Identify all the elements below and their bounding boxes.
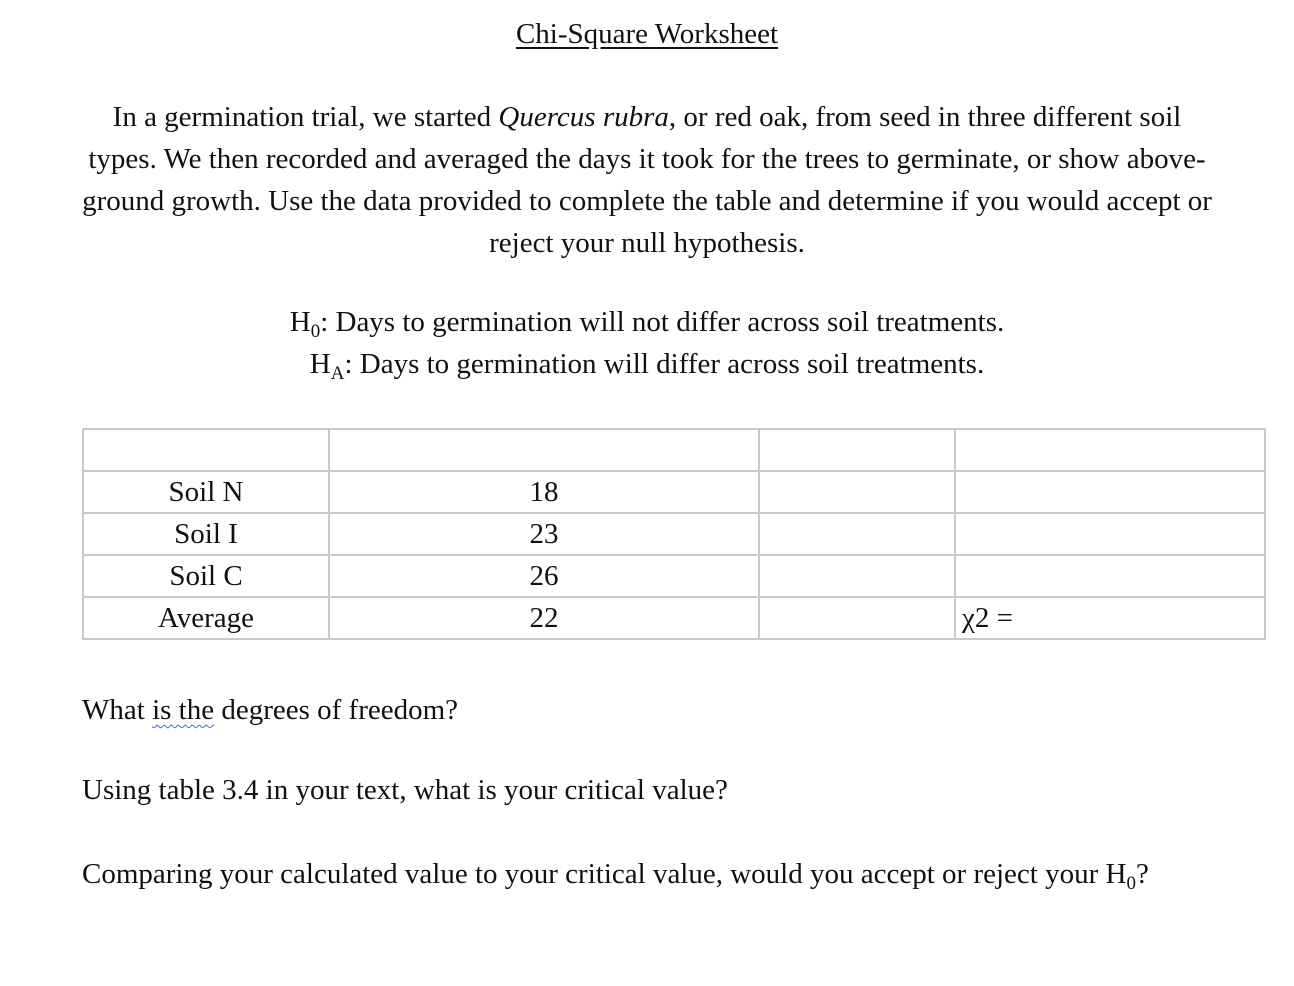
- question-2-text: Using table 3.4 in your text, what is your critical value?: [82, 774, 728, 806]
- table-cell[interactable]: Soil C: [83, 555, 329, 597]
- table-cell[interactable]: [759, 471, 955, 513]
- null-hypothesis-subscript: 0: [310, 321, 321, 342]
- table-cell[interactable]: Soil N: [83, 471, 329, 513]
- table-cell[interactable]: [329, 429, 759, 471]
- table-cell[interactable]: 18: [329, 471, 759, 513]
- table-cell[interactable]: Soil I: [83, 513, 329, 555]
- table-cell[interactable]: [759, 513, 955, 555]
- table-cell[interactable]: [759, 429, 955, 471]
- table-row: [83, 597, 1265, 639]
- worksheet-title: [0, 16, 1294, 52]
- table-cell[interactable]: [759, 597, 955, 639]
- worksheet-title-text: Chi-Square Worksheet: [515, 18, 779, 50]
- question-3-symbol: H: [1105, 858, 1127, 890]
- chi-square-cell[interactable]: χ2 =: [955, 597, 1265, 639]
- question-3-text: Comparing your calculated value to your critical value, would you accept or reject your: [82, 858, 1106, 890]
- intro-text-before: In a germination trial, we started: [112, 101, 499, 133]
- table-cell[interactable]: [83, 429, 329, 471]
- table-cell[interactable]: [759, 555, 955, 597]
- alt-hypothesis-text: : Days to germination will differ across soil treatments.: [344, 348, 985, 380]
- table-cell[interactable]: [955, 429, 1265, 471]
- question-accept-reject: [82, 854, 1212, 894]
- question-3-subscript: 0: [1126, 873, 1136, 894]
- table-row: [83, 513, 1265, 555]
- intro-text-after: , or red oak, from seed in three different soil types. We then recorded and averaged the days it took for the trees to germinate, or show above-ground growth. Use the data provided to complete the table and determine if you would accept or reject your null hypothesis.: [82, 101, 1212, 259]
- table-cell[interactable]: [955, 555, 1265, 597]
- question-1-pre: What: [82, 694, 153, 726]
- question-3-end: ?: [1135, 858, 1149, 890]
- question-1-post: degrees of freedom?: [214, 694, 459, 726]
- table-cell[interactable]: 22: [329, 597, 759, 639]
- alt-hypothesis-symbol: H: [309, 348, 331, 380]
- null-hypothesis-text: : Days to germination will not differ across soil treatments.: [320, 306, 1005, 338]
- table-cell[interactable]: 26: [329, 555, 759, 597]
- table-cell[interactable]: 23: [329, 513, 759, 555]
- table-cell[interactable]: [955, 471, 1265, 513]
- intro-paragraph: [80, 96, 1214, 264]
- table-row: [83, 471, 1265, 513]
- grammar-flagged-text[interactable]: is the: [152, 694, 215, 726]
- germination-table: [82, 428, 1266, 640]
- table-header-row: [83, 429, 1265, 471]
- table-cell[interactable]: [955, 513, 1265, 555]
- alt-hypothesis-subscript: A: [330, 363, 345, 384]
- null-hypothesis-symbol: H: [289, 306, 311, 338]
- table-cell[interactable]: Average: [83, 597, 329, 639]
- species-name: Quercus rubra: [498, 101, 669, 133]
- table-row: [83, 555, 1265, 597]
- question-degrees-of-freedom: [82, 690, 1212, 730]
- null-hypothesis: [0, 304, 1294, 340]
- alternative-hypothesis: [0, 346, 1294, 382]
- question-critical-value: [82, 770, 1212, 810]
